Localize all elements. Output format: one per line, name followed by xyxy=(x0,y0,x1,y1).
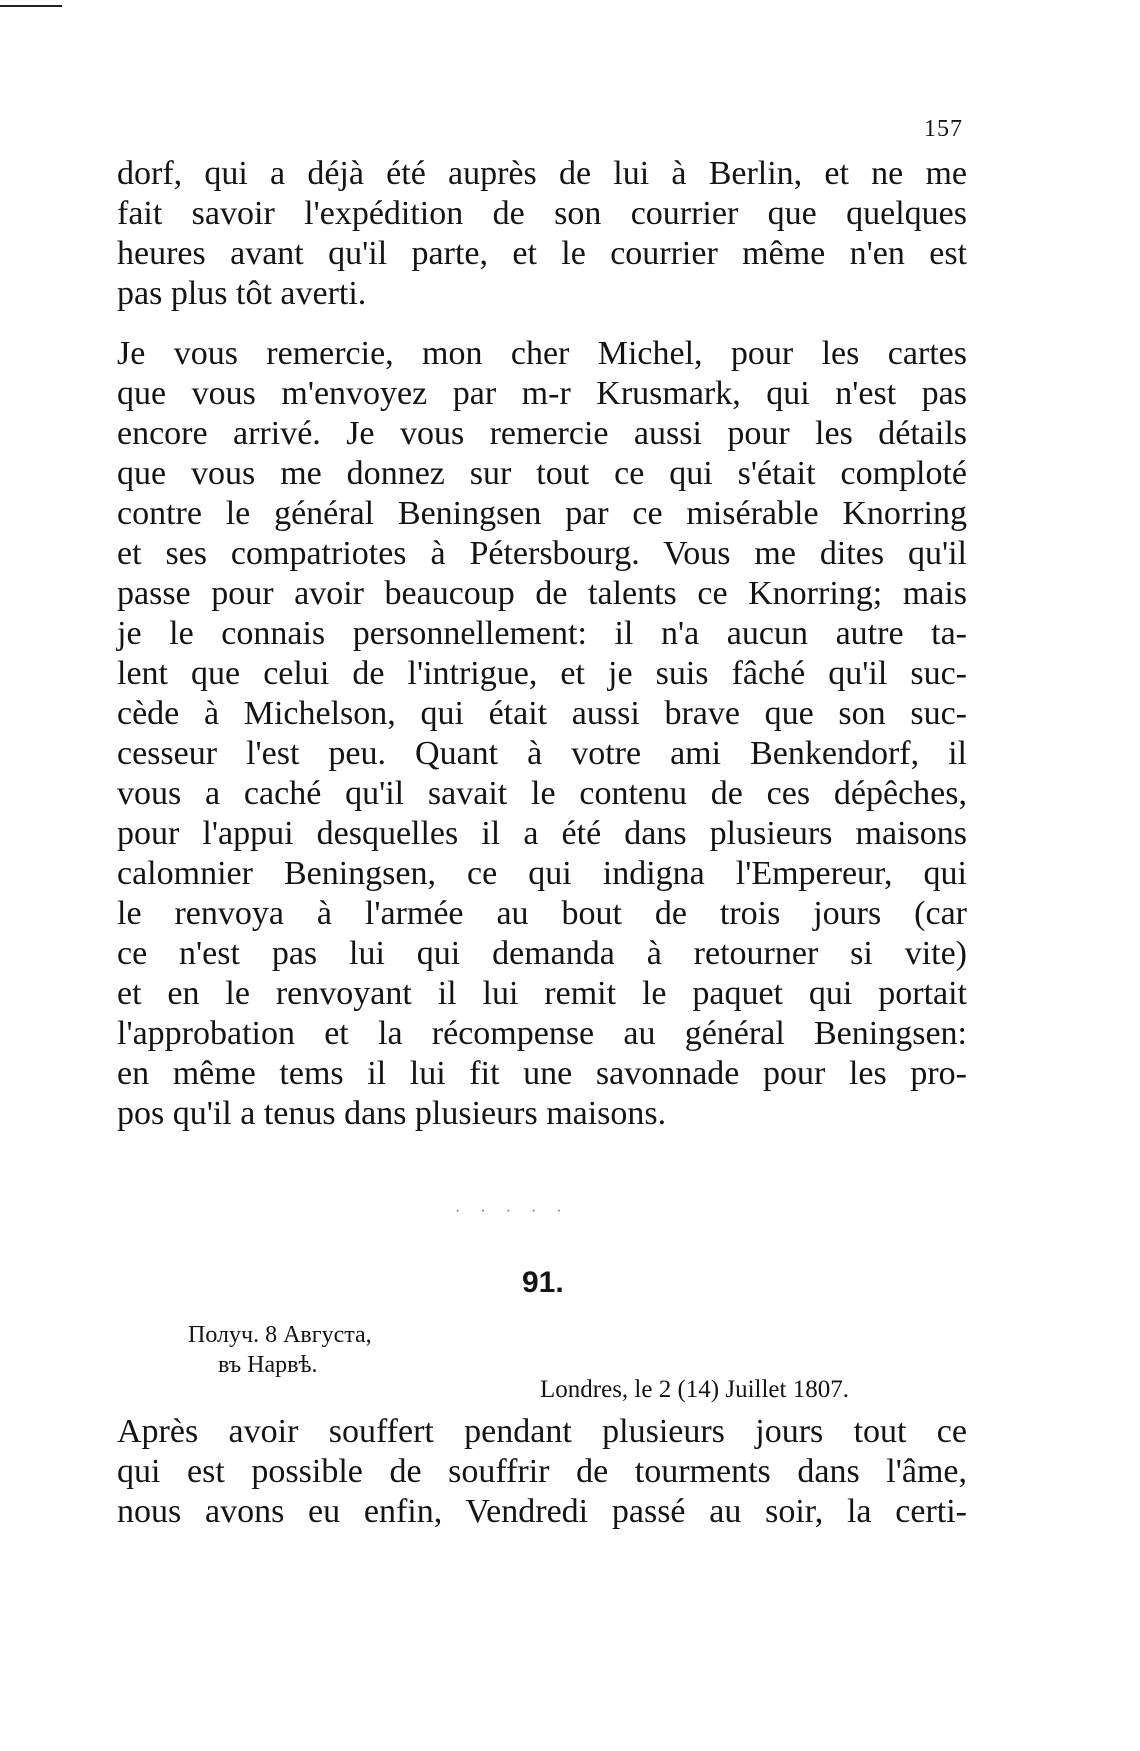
text-line: fait savoir l'expédition de son courrier que quelques xyxy=(117,195,967,232)
text-line: ce n'est pas lui qui demanda à retourner si vite) xyxy=(117,935,967,972)
text-line: l'approbation et la récompense au général Beningsen: xyxy=(117,1015,967,1052)
text-line: vous a caché qu'il savait le contenu de ces dépêches, xyxy=(117,775,967,812)
page-number: 157 xyxy=(924,116,963,142)
letter-dateline: Londres, le 2 (14) Juillet 1807. xyxy=(540,1376,849,1403)
text-line: cesseur l'est peu. Quant à votre ami Benkendorf, il xyxy=(117,735,967,772)
text-line: Je vous remercie, mon cher Michel, pour les cartes xyxy=(117,335,967,372)
text-line: dorf, qui a déjà été auprès de lui à Berlin, et ne me xyxy=(117,155,967,192)
text-line: que vous me donnez sur tout ce qui s'était comploté xyxy=(117,455,967,492)
text-line: cède à Michelson, qui était aussi brave que son suc- xyxy=(117,695,967,732)
text-line: lent que celui de l'intrigue, et je suis fâché qu'il suc- xyxy=(117,655,967,692)
text-line: heures avant qu'il parte, et le courrier même n'en est xyxy=(117,235,967,272)
text-line: et ses compatriotes à Pétersbourg. Vous me dites qu'il xyxy=(117,535,967,572)
text-line: je le connais personnellement: il n'a aucun autre ta- xyxy=(117,615,967,652)
letter-number: 91. xyxy=(522,1266,564,1299)
text-line: le renvoya à l'armée au bout de trois jours (car xyxy=(117,895,967,932)
received-note-line-1: Получ. 8 Августа, xyxy=(188,1322,372,1348)
text-line: passe pour avoir beaucoup de talents ce Knorring; mais xyxy=(117,575,967,612)
text-line: que vous m'envoyez par m-r Krusmark, qui n'est pas xyxy=(117,375,967,412)
text-line: contre le général Beningsen par ce misérable Knorring xyxy=(117,495,967,532)
text-line: et en le renvoyant il lui remit le paquet qui portait xyxy=(117,975,967,1012)
text-line: pas plus tôt averti. xyxy=(117,275,367,312)
text-line: nous avons eu enfin, Vendredi passé au soir, la certi- xyxy=(117,1493,967,1530)
text-line: calomnier Beningsen, ce qui indigna l'Empereur, qui xyxy=(117,855,967,892)
text-line: encore arrivé. Je vous remercie aussi pour les détails xyxy=(117,415,967,452)
text-line: pos qu'il a tenus dans plusieurs maisons. xyxy=(117,1095,667,1132)
text-line: en même tems il lui fit une savonnade pour les pro- xyxy=(117,1055,967,1092)
text-line: qui est possible de souffrir de tourments dans l'âme, xyxy=(117,1453,967,1490)
text-line: Après avoir souffert pendant plusieurs jours tout ce xyxy=(117,1413,967,1450)
top-rule xyxy=(0,5,62,7)
text-line: pour l'appui desquelles il a été dans plusieurs maisons xyxy=(117,815,967,852)
section-separator: · · · · · xyxy=(455,1203,570,1220)
received-note-line-2: въ Нарвѣ. xyxy=(218,1352,318,1378)
